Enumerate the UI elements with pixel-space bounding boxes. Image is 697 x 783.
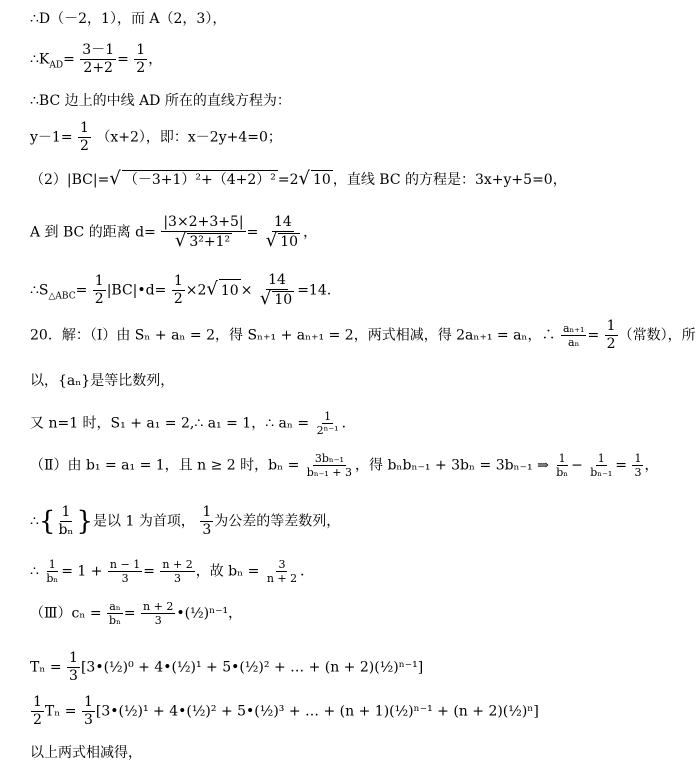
sqrt-icon: √	[174, 230, 187, 251]
fraction: $\frac{1}{3}$	[69, 650, 78, 684]
sqrt-icon: √	[298, 168, 310, 189]
fraction: $\frac{n + 2}{3}$	[162, 558, 193, 585]
fraction: $\frac{3}{n + 2}$	[266, 558, 298, 585]
fraction: $\frac{1}{\text{2ⁿ⁻¹}}$	[316, 410, 339, 437]
left-brace-icon: {	[38, 506, 56, 537]
line-17: 以上两式相减得，	[30, 745, 142, 761]
line-13: ∴ $\frac{1}{\text{bₙ}}$ = 1 + $\frac{n - 1}{3}$ = $\frac{n + 2}{3}$ ，故 bₙ = $\frac{3}{n + 2}$ ．	[30, 558, 315, 585]
sqrt-icon: √	[259, 288, 272, 309]
fraction: $\frac{\text{aₙ}}{\text{bₙ}}$	[109, 600, 121, 627]
fraction: $\frac{1}{2}$	[136, 42, 146, 76]
line-2-slope: $\therefore K_{AD}=$ $\frac{3-1}{2+2}$ = $\frac{1}{2}$ ，	[30, 42, 163, 76]
fraction: $\frac{1}{\text{bₙ}}$	[58, 504, 74, 538]
sqrt-icon: √	[265, 230, 278, 251]
fraction: $\frac{14}{√ 10}$	[259, 272, 293, 309]
fraction: $\frac{1}{\text{bₙ₋₁}}$	[590, 452, 613, 479]
fraction: $\frac{1}{2}$	[606, 318, 616, 352]
line-12: ∴{ $\frac{1}{\text{bₙ}}$ }是以 1 为首项， $\frac{1}{3}$ 为公差的等差数列，	[30, 504, 341, 538]
fraction: $\frac{1}{\text{bₙ}}$	[556, 452, 569, 479]
line-16: $\frac{1}{2}$ Tₙ = $\frac{1}{3}$ [3•(½)¹ + 4•(½)² + 5•(½)³ + … + (n + 1)(½)ⁿ⁻¹ + (n + 2)(½)ⁿ]	[33, 694, 539, 728]
fraction: $\frac{|3\times 2+3+5|}{\text{√ 3²+1²}}$	[163, 214, 244, 251]
fraction: $\frac{1}{3}$	[83, 694, 93, 728]
fraction: $\frac{n - 1}{3}$	[109, 558, 141, 585]
fraction: $\frac{1}{3}$	[202, 504, 212, 538]
fraction: $\frac{\text{3bₙ₋₁}}{\text{bₙ₋₁ + 3}}$	[306, 452, 353, 479]
line-10: 又 n=1 时，S₁ + a₁ = 2,∴ a₁ = 1，∴ aₙ = $\frac{1}{\text{2ⁿ⁻¹}}$ ．	[30, 410, 356, 437]
line-3: ∴BC 边上的中线 AD 所在的直线方程为：	[30, 93, 291, 109]
line-9: 以，{aₙ}是等比数列，	[30, 373, 175, 389]
fraction: $\frac{1}{2}$	[33, 694, 42, 728]
line-8-problem-20: 20．解：（Ⅰ）由 Sₙ + aₙ = 2，得 Sₙ₊₁ + aₙ₊₁ = 2，两式相减，得 2aₙ₊₁ = aₙ，∴ $\frac{\text{aₙ₊₁}}{\text{aₙ}}$ = $\frac{1}{2}$ （常数），所	[30, 318, 696, 352]
fraction: $\frac{1}{2}$	[80, 120, 89, 154]
line-4: y－1= $\frac{1}{2}$ （x+2），即：x－2y+4=0；	[30, 120, 282, 154]
fraction: $\frac{1}{3}$	[634, 452, 642, 479]
right-brace-icon: }	[76, 506, 94, 537]
sqrt-icon: √	[206, 278, 218, 300]
sqrt-icon: √	[109, 168, 121, 189]
fraction: $\frac{n + 2}{3}$	[143, 600, 174, 627]
line-11: （Ⅱ）由 b₁ = a₁ = 1，且 n ≥ 2 时，bₙ = $\frac{\text{3bₙ₋₁}}{\text{bₙ₋₁ + 3}}$ ，得 bₙbₙ₋₁ + 3bₙ = 3bₙ₋₁ ⇒ $\frac{1}{\text{bₙ}}$ − $\frac{1}{\text{bₙ₋₁}}$ = $\frac{1}{3}$ ，	[30, 452, 659, 479]
line-6-distance: A 到 BC 的距离 d= $\frac{|3\times 2+3+5|}{\text{√ 3²+1²}}$ = $\frac{14}{√ 10}$ ，	[30, 214, 318, 251]
line-1: ∴D（－2，1），而 A（2，3），	[30, 11, 227, 27]
line-5: （2）|BC|=√ （－3+1）²+（4+2）² =2√ 10 ，直线 BC 的方程是：3x+y+5=0，	[30, 168, 567, 189]
fraction: $\frac{1}{\text{bₙ}}$	[46, 558, 59, 585]
fraction: $\frac{14}{√ 10}$	[265, 214, 299, 251]
line-14: （Ⅲ）cₙ = $\frac{\text{aₙ}}{\text{bₙ}}$ = $\frac{n + 2}{3}$ •(½)ⁿ⁻¹，	[30, 600, 243, 627]
line-7-area: $\therefore S_{\triangle ABC}=$ $\frac{1}{2}$ |BC|•d= $\frac{1}{2}$ ×2√ 10 × $\frac{14}{√ 10}$ =14.	[30, 272, 332, 309]
line-15: Tₙ = $\frac{1}{3}$ [3•(½)⁰ + 4•(½)¹ + 5•(½)² + … + (n + 2)(½)ⁿ⁻¹]	[30, 650, 424, 684]
fraction: $\frac{1}{2}$	[94, 273, 104, 307]
fraction: $\frac{\text{aₙ₊₁}}{\text{aₙ}}$	[562, 322, 585, 349]
fraction: $\frac{1}{2}$	[173, 273, 183, 307]
fraction: $\frac{3-1}{2+2}$	[82, 42, 115, 76]
